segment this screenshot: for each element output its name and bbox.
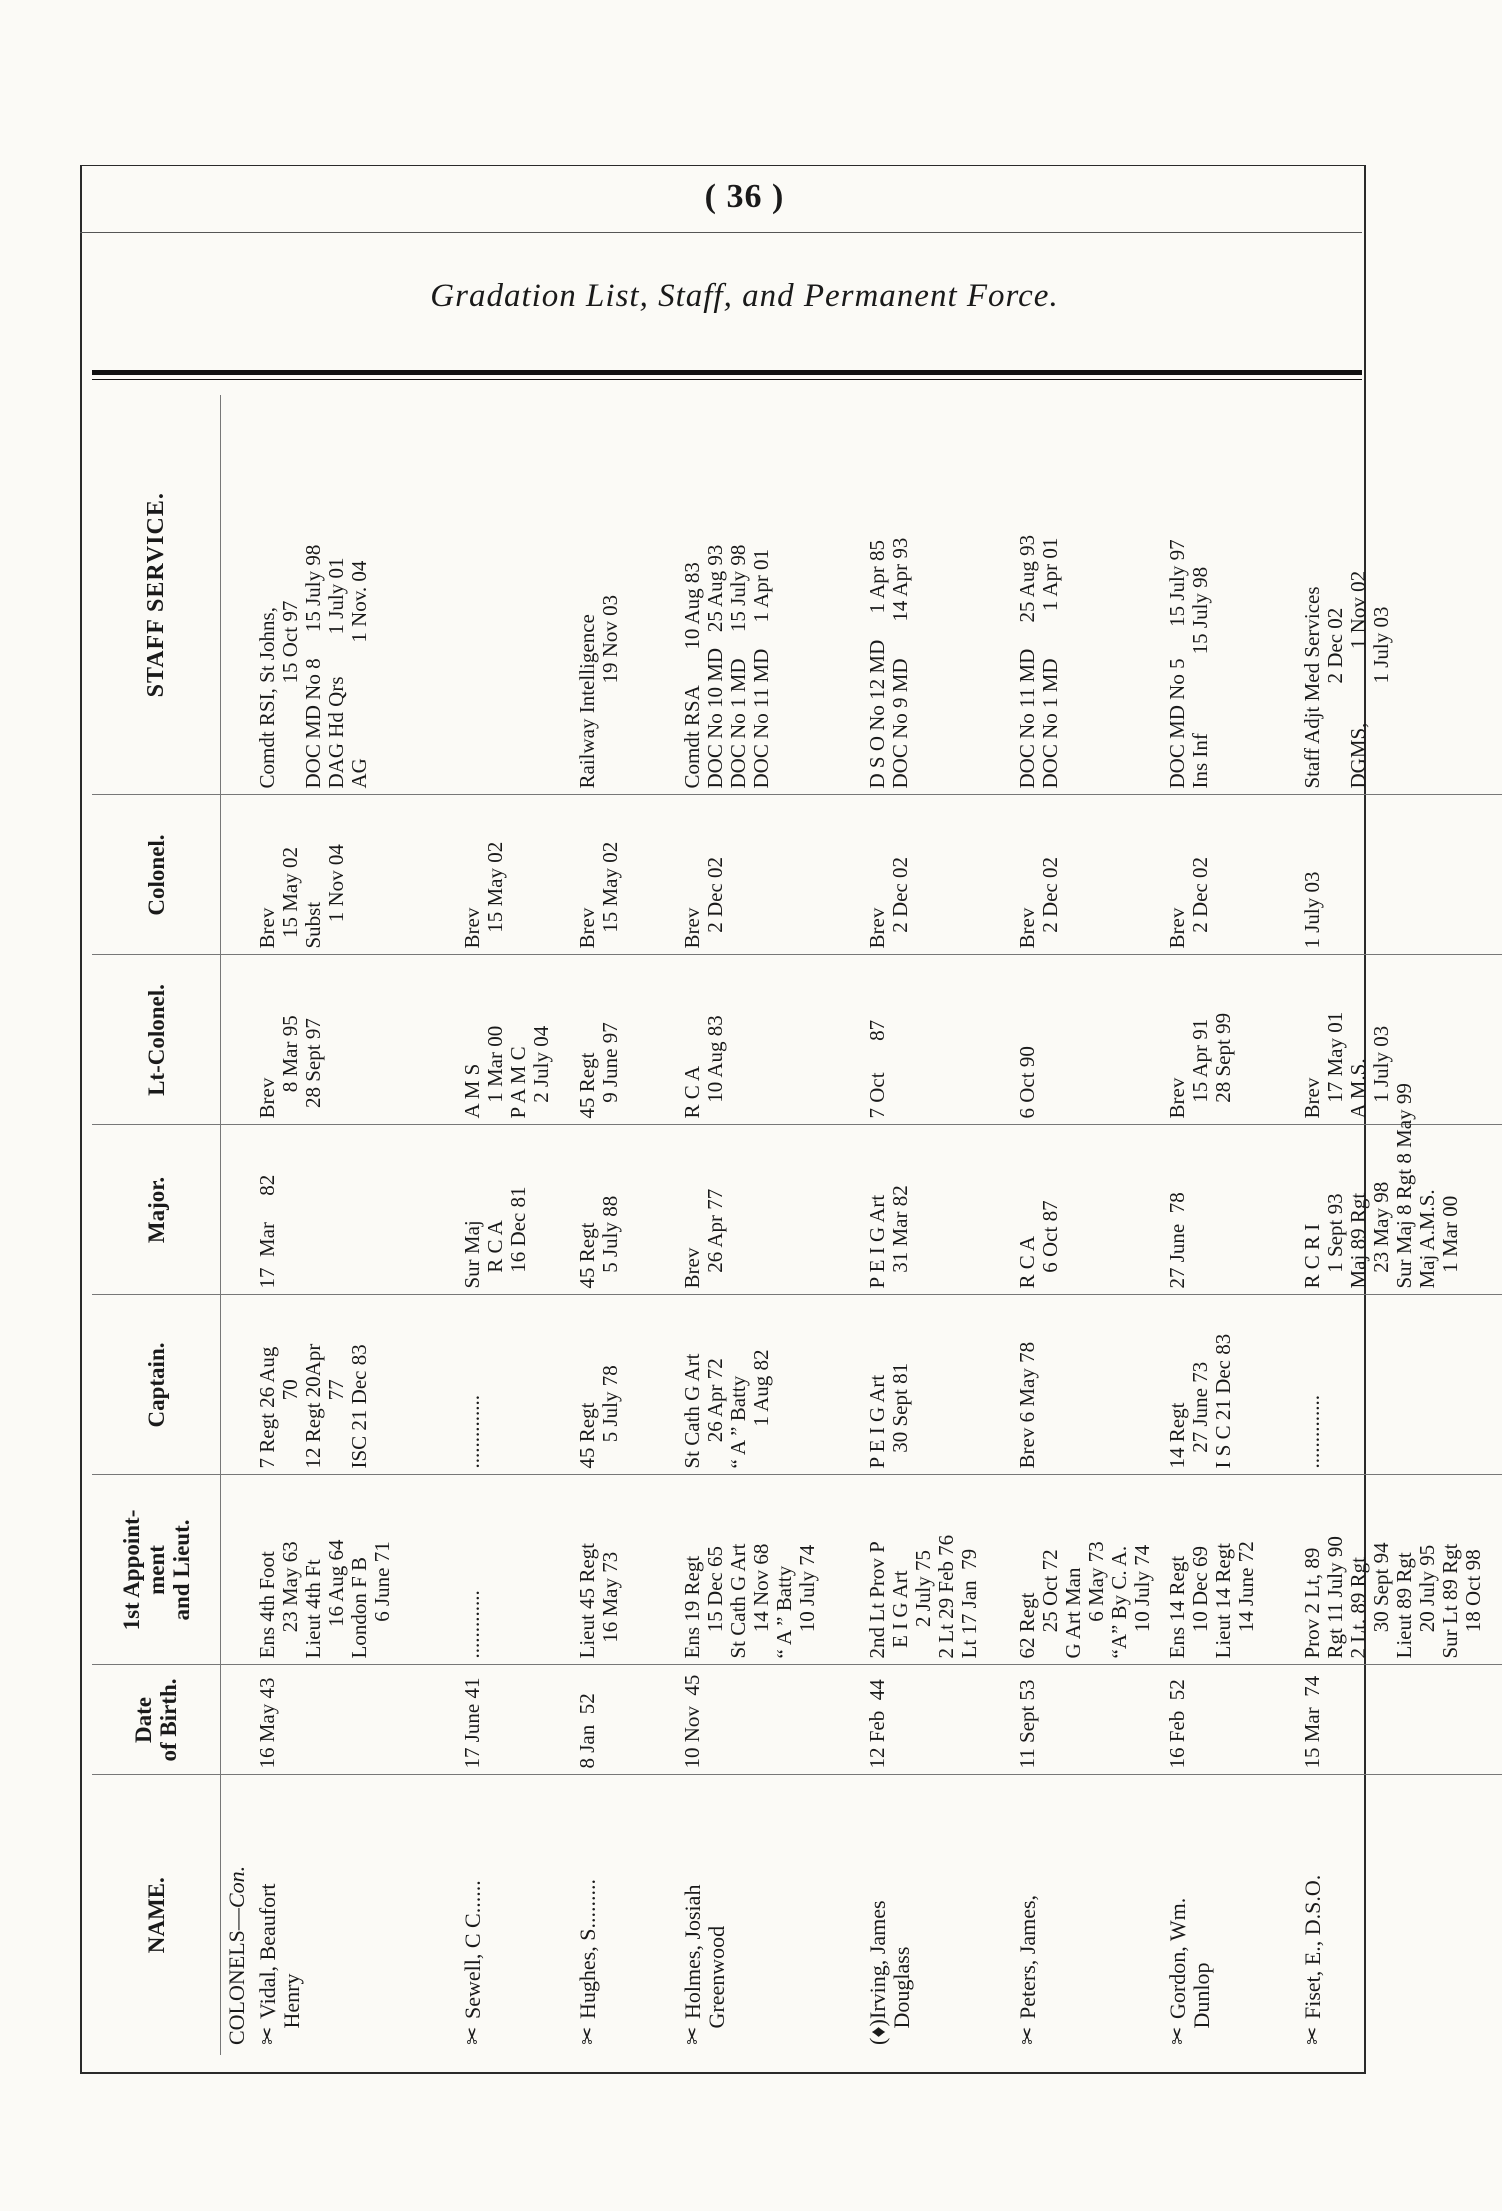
col-captain: Captain.: [92, 1295, 221, 1475]
cell-ltcol: 45 Regt 9 June 97: [572, 955, 677, 1125]
col-name: NAME.: [92, 1775, 221, 2055]
cell-dob: 16 Feb 52: [1162, 1665, 1297, 1775]
cell-colonel: Brev 2 Dec 02: [862, 795, 1012, 955]
table-top-rule: [92, 370, 1362, 375]
header-rule: [80, 232, 1362, 233]
cell-staff: Comdt RSI, St Johns, 15 Oct 97 DOC MD No 8 15 July 98 DAG Hd Qrs 1 July 01 AG 1 Nov. 04: [252, 395, 457, 795]
section-label: COLONELS—Con.: [224, 1865, 249, 2045]
cell-major: Sur Maj R C A 16 Dec 81: [457, 1125, 572, 1295]
cell-first: Prov 2 Lt, 89 Rgt 11 July 90 2 Lt. 89 Rgt 30 Sept 94 Lieut 89 Rgt 20 July 95 Sur Lt 89 Rgt 18 Oct 98: [1297, 1475, 1502, 1665]
cell-captain: 45 Regt 5 July 78: [572, 1295, 677, 1475]
officer-name: Irving, James Douglass: [865, 1900, 914, 2029]
page-number: ( 36 ): [704, 178, 785, 215]
cell-ltcol: 7 Oct 87: [862, 955, 1012, 1125]
officer-name: Holmes, Josiah Greenwood: [680, 1884, 729, 2029]
cell-colonel: Brev 15 May 02: [457, 795, 572, 955]
cell-captain: 7 Regt 26 Aug 70 12 Regt 20Apr 77 ISC 21 Dec 83: [252, 1295, 457, 1475]
cell-ltcol: R C A 10 Aug 83: [677, 955, 862, 1125]
scissors-icon: ✂: [460, 2026, 485, 2045]
officer-name-cell: [862, 1775, 1012, 2055]
cell-colonel: Brev 15 May 02: [572, 795, 677, 955]
officer-name: Gordon, Wm. Dunlop: [1165, 1897, 1214, 2029]
cell-major: 45 Regt 5 July 88: [572, 1125, 677, 1295]
officer-name-cell: [1162, 1775, 1297, 2055]
cell-staff: DOC MD No 5 15 July 97 Ins Inf 15 July 98: [1162, 395, 1297, 795]
cell-dob: 15 Mar 74: [1297, 1665, 1502, 1775]
col-staff-service: STAFF SERVICE.: [92, 395, 221, 795]
scissors-icon: ✂: [680, 2026, 705, 2045]
cell-staff: DOC No 11 MD 25 Aug 93 DOC No 1 MD 1 Apr 01: [1012, 395, 1162, 795]
col-dob: Date of Birth.: [92, 1665, 221, 1775]
cell-captain: 14 Regt 27 June 73 I S C 21 Dec 83: [1162, 1295, 1297, 1475]
section-row: [221, 395, 253, 2055]
cell-major: Brev 26 Apr 77: [677, 1125, 862, 1295]
cell-colonel: Brev 15 May 02 Subst 1 Nov 04: [252, 795, 457, 955]
table-row: [572, 395, 677, 2055]
gradation-table: [92, 395, 1485, 2055]
table-row: [1012, 395, 1162, 2055]
cell-captain: ..............: [1297, 1295, 1502, 1475]
officer-name: Fiset, E., D.S.O.: [1300, 1874, 1325, 2019]
cell-ltcol: 6 Oct 90: [1012, 955, 1162, 1125]
officer-name: Vidal, Beaufort Henry: [255, 1883, 304, 2029]
cell-dob: 8 Jan 52: [572, 1665, 677, 1775]
cell-first: .............: [457, 1475, 572, 1665]
running-title: Gradation List, Staff, and Permanent Force.: [430, 278, 1059, 314]
table-row: [252, 395, 457, 2055]
cell-first: Ens 19 Regt 15 Dec 65 St Cath G Art 14 Nov 68 “ A ” Batty 10 July 74: [677, 1475, 862, 1665]
officer-name-cell: [1012, 1775, 1162, 2055]
officer-name-cell: [457, 1775, 572, 2055]
cell-colonel: Brev 2 Dec 02: [677, 795, 862, 955]
cell-colonel: Brev 2 Dec 02: [1162, 795, 1297, 955]
scissors-icon: ✂: [575, 2026, 600, 2045]
cell-major: P E I G Art 31 Mar 82: [862, 1125, 1012, 1295]
cell-first: Ens 4th Foot 23 May 63 Lieut 4th Ft 16 Aug 64 London F B 6 June 71: [252, 1475, 457, 1665]
table-row: [457, 395, 572, 2055]
cell-first: Lieut 45 Regt 16 May 73: [572, 1475, 677, 1665]
officer-name-cell: [572, 1775, 677, 2055]
officer-name-cell: [1297, 1775, 1502, 2055]
col-major: Major.: [92, 1125, 221, 1295]
cell-major: 27 June 78: [1162, 1125, 1297, 1295]
table-top-thin-rule: [92, 379, 1362, 380]
cell-ltcol: Brev 15 Apr 91 28 Sept 99: [1162, 955, 1297, 1125]
table-row: [1162, 395, 1297, 2055]
cell-ltcol: Brev 8 Mar 95 28 Sept 97: [252, 955, 457, 1125]
officer-name: Sewell, C C......: [460, 1880, 485, 2019]
cell-first: 62 Regt 25 Oct 72 G Art Man 6 May 73 “A” By C. A. 10 July 74: [1012, 1475, 1162, 1665]
cell-captain: Brev 6 May 78: [1012, 1295, 1162, 1475]
cell-captain: St Cath G Art 26 Apr 72 “ A ” Batty 1 Aug 82: [677, 1295, 862, 1475]
officer-name: Hughes, S.........: [575, 1879, 600, 2019]
officer-name: Peters, James,: [1015, 1894, 1040, 2019]
col-colonel: Colonel.: [92, 795, 221, 955]
cell-staff: Comdt RSA 10 Aug 83 DOC No 10 MD 25 Aug 93 DOC No 1 MD 15 July 98 DOC No 11 MD 1 Apr 01: [677, 395, 862, 795]
scissors-icon: ✂: [255, 2026, 280, 2045]
cell-dob: 17 June 41: [457, 1665, 572, 1775]
scissors-icon: ✂: [1015, 2026, 1040, 2045]
cell-major: R C A 6 Oct 87: [1012, 1125, 1162, 1295]
cell-colonel: Brev 2 Dec 02: [1012, 795, 1162, 955]
officer-name-cell: [677, 1775, 862, 2055]
cell-major: R C R I 1 Sept 93 Maj 89 Rgt 23 May 98 Sur Maj 8 Rgt 8 May 99 Maj A.M.S. 1 Mar 00: [1297, 1125, 1502, 1295]
table-row: [862, 395, 1012, 2055]
cell-dob: 10 Nov 45: [677, 1665, 862, 1775]
officer-name-cell: [252, 1775, 457, 2055]
col-first-appointment: 1st Appoint- ment and Lieut.: [92, 1475, 221, 1665]
table-row: [1297, 395, 1502, 2055]
cell-staff: [457, 395, 572, 795]
cell-staff: D S O No 12 MD 1 Apr 85 DOC No 9 MD 14 Apr 93: [862, 395, 1012, 795]
header-row: [92, 395, 221, 2055]
table-row: [677, 395, 862, 2055]
cell-ltcol: A M S 1 Mar 00 P A M C 2 July 04: [457, 955, 572, 1125]
cell-first: 2nd Lt Prov P E I G Art 2 July 75 2 Lt 29 Feb 76 Lt 17 Jan 79: [862, 1475, 1012, 1665]
cell-dob: 11 Sept 53: [1012, 1665, 1162, 1775]
cell-major: 17 Mar 82: [252, 1125, 457, 1295]
gradation-table-wrap: [92, 385, 1485, 2070]
scissors-icon: (♦): [865, 2019, 890, 2045]
cell-colonel: 1 July 03: [1297, 795, 1502, 955]
cell-dob: 12 Feb 44: [862, 1665, 1012, 1775]
scissors-icon: ✂: [1165, 2026, 1190, 2045]
cell-staff: Railway Intelligence 19 Nov 03: [572, 395, 677, 795]
scissors-icon: ✂: [1300, 2026, 1325, 2045]
cell-dob: 16 May 43: [252, 1665, 457, 1775]
cell-captain: P E I G Art 30 Sept 81: [862, 1295, 1012, 1475]
col-lt-colonel: Lt-Colonel.: [92, 955, 221, 1125]
cell-staff: Staff Adjt Med Services 2 Dec 02 DGMS, 1 Nov 02 1 July 03: [1297, 395, 1502, 795]
cell-first: Ens 14 Regt 10 Dec 69 Lieut 14 Regt 14 June 72: [1162, 1475, 1297, 1665]
cell-captain: ..............: [457, 1295, 572, 1475]
cell-ltcol: Brev 17 May 01 A M.S. 1 July 03: [1297, 955, 1502, 1125]
